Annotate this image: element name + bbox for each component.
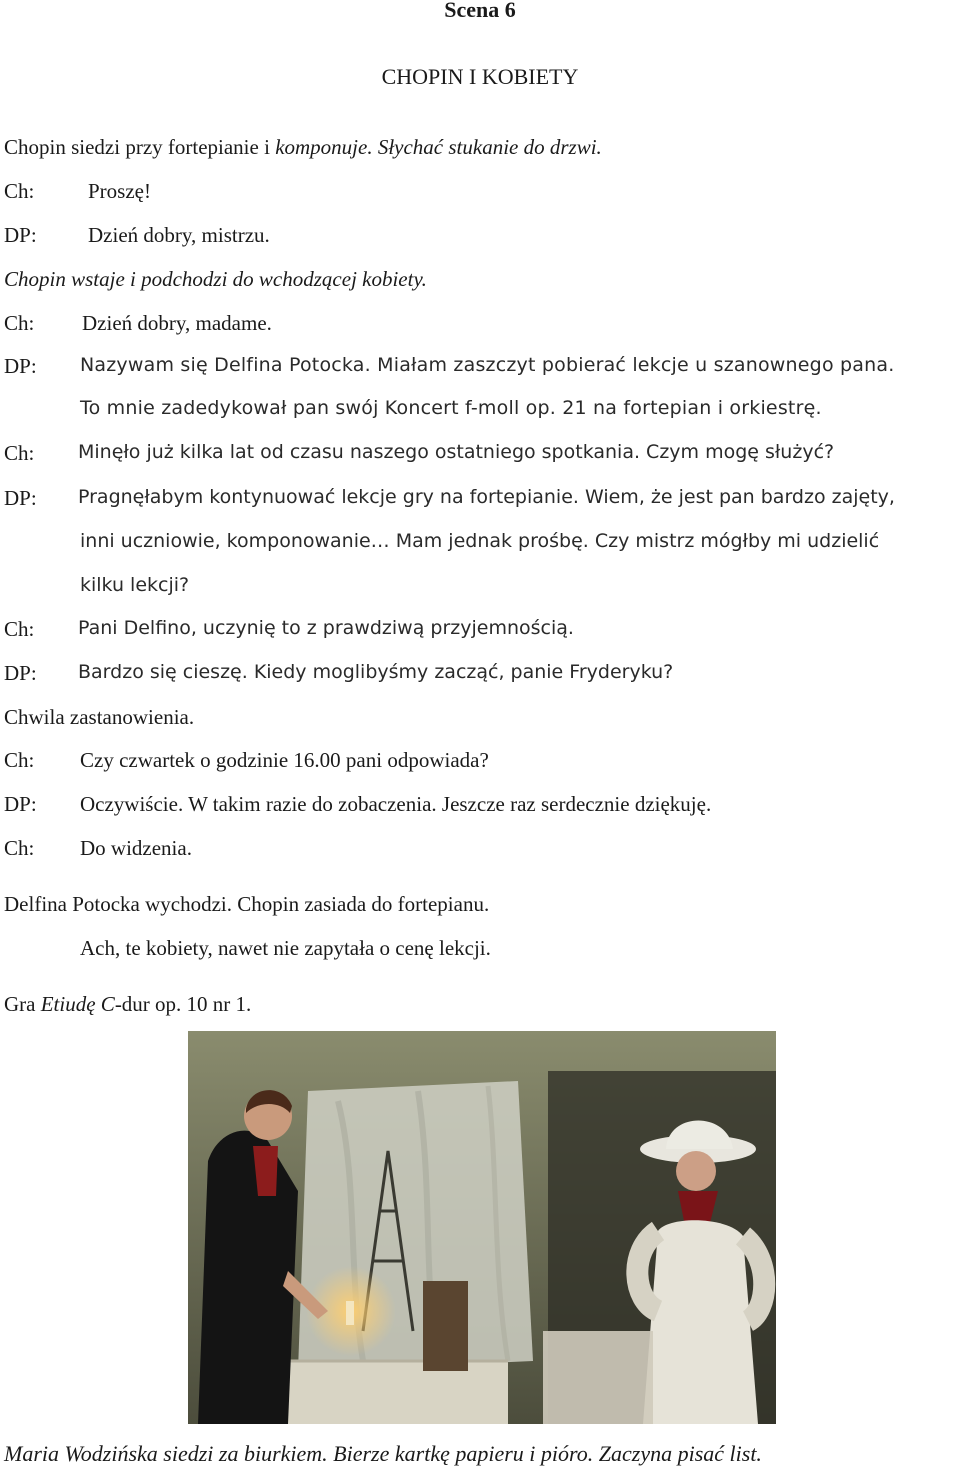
speaker-label: Ch: <box>4 441 35 465</box>
speaker-label: Ch: <box>4 748 35 772</box>
dialogue-text: Oczywiście. W takim razie do zobaczenia. Jeszcze raz serdecznie dziękuję. <box>80 792 712 816</box>
speaker-label: DP: <box>4 661 37 685</box>
dialogue-text-cont: inni uczniowie, komponowanie… Mam jednak prośbę. Czy mistrz mógłby mi udzielić <box>80 530 880 552</box>
dialogue-text: Dzień dobry, mistrzu. <box>88 223 270 247</box>
stage-direction: Chwila zastanowienia. <box>4 705 195 729</box>
intro-stage-direction <box>4 135 602 160</box>
intro-part2: komponuje. Słychać stukanie do drzwi. <box>275 135 602 159</box>
dialogue-text: Czy czwartek o godzinie 16.00 pani odpowiada? <box>80 748 489 772</box>
dialogue-text-cont2: kilku lekcji? <box>80 574 190 596</box>
gra-suffix: -dur op. 10 nr 1. <box>114 992 252 1016</box>
dialogue-text: Pani Delfino, uczynię to z prawdziwą przyjemnością. <box>78 617 574 639</box>
scene-title: Scena 6 <box>444 0 516 22</box>
dialogue-text: Nazywam się Delfina Potocka. Miałam zaszczyt pobierać lekcje u szanownego pana. <box>80 354 895 376</box>
intro-part1: Chopin siedzi przy fortepianie i <box>4 135 276 159</box>
dialogue-text: Dzień dobry, madame. <box>82 311 272 335</box>
gra-prefix: Gra <box>4 992 41 1016</box>
stage-direction: Chopin wstaje i podchodzi do wchodzącej kobiety. <box>4 267 427 291</box>
scene-subtitle: CHOPIN I KOBIETY <box>381 64 579 89</box>
scene-photo <box>188 1031 776 1424</box>
speaker-label: Ch: <box>4 617 35 641</box>
speaker-label: DP: <box>4 223 37 247</box>
dialogue-text: Bardzo się cieszę. Kiedy moglibyśmy zacząć, panie Fryderyku? <box>78 661 674 683</box>
speaker-label: DP: <box>4 486 37 510</box>
speaker-label: DP: <box>4 354 37 378</box>
dialogue-text: Pragnęłabym kontynuować lekcje gry na fortepianie. Wiem, że jest pan bardzo zajęty, <box>78 486 895 508</box>
stage-direction: Delfina Potocka wychodzi. Chopin zasiada do fortepianu. <box>4 892 490 916</box>
monologue: Ach, te kobiety, nawet nie zapytała o cenę lekcji. <box>80 936 491 960</box>
dialogue-text: Minęło już kilka lat od czasu naszego ostatniego spotkania. Czym mogę służyć? <box>78 441 835 463</box>
dialogue-text: Do widzenia. <box>80 836 192 860</box>
music-direction <box>4 992 251 1017</box>
photo-caption: Maria Wodzińska siedzi za biurkiem. Bierze kartkę papieru i pióro. Zaczyna pisać list. <box>4 1441 762 1466</box>
gra-title: Etiudę C <box>40 992 115 1016</box>
dialogue-text-cont: To mnie zadedykował pan swój Koncert f-moll op. 21 na fortepian i orkiestrę. <box>80 397 822 419</box>
scene-photo-illustration <box>188 1031 776 1424</box>
dialogue-text: Proszę! <box>88 179 151 203</box>
speaker-label: DP: <box>4 792 37 816</box>
speaker-label: Ch: <box>4 311 35 335</box>
speaker-label: Ch: <box>4 179 35 203</box>
speaker-label: Ch: <box>4 836 35 860</box>
